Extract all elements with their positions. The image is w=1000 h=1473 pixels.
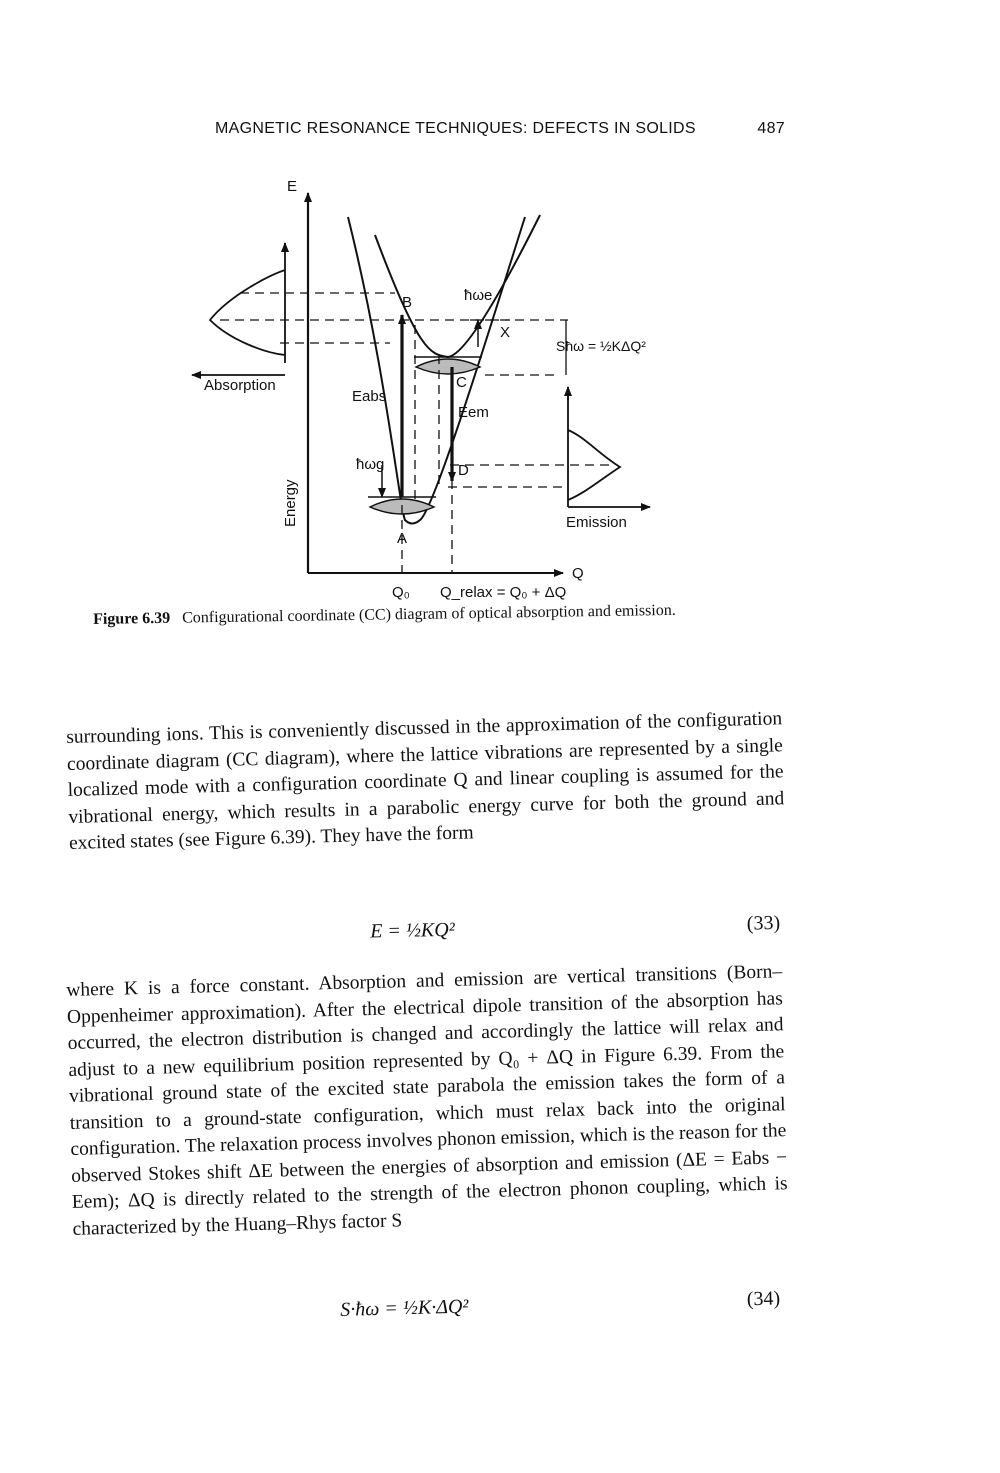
page-number: 487 [757,120,785,137]
running-title: MAGNETIC RESONANCE TECHNIQUES: DEFECTS IN SOLIDS [215,120,696,137]
label-Eem: Eem [458,404,489,421]
equation-33-expression: E = ½KQ² [369,918,455,943]
label-energy: Energy [282,479,299,527]
caption-label: Figure 6.39 [93,609,171,628]
equation-33 [300,911,781,943]
cc-diagram [180,175,680,605]
label-shw: Sħω = ½KΔQ² [556,338,646,354]
equation-33-number: (33) [746,911,781,935]
label-Eabs: Eabs [352,388,387,405]
label-hwe: ħωe [464,287,493,304]
label-Q: Q [572,565,584,582]
label-C: C [456,374,467,391]
excited-state-parabola [375,215,540,357]
label-emission: Emission [566,514,627,531]
label-A: A [397,530,408,547]
equation-34-expression: S·ħω = ½K·ΔQ² [339,1295,469,1321]
label-hwg: ħωg [356,456,385,473]
label-Qrelax: Q_relax = Q₀ + ΔQ [440,584,567,601]
label-Q0: Q₀ [392,584,410,601]
label-X: X [500,324,511,341]
emission-band [568,395,620,507]
label-B: B [402,294,413,311]
caption-text: Configurational coordinate (CC) diagram of optical absorption and emission. [182,601,676,627]
label-E: E [287,178,298,195]
equation-34 [300,1287,781,1321]
label-absorption: Absorption [204,377,276,394]
label-D: D [458,462,469,479]
running-header [215,120,785,138]
paragraph-1: surrounding ions. This is conveniently discussed in the approximation of the configuration coordinate diagram (CC diagram), where the lattice vibrations are represented by a single localized mode with a configuration coordinate Q and linear coupling is assumed for the vibrational energy, which results in a parabolic energy curve for both the ground and excited states (see Figure 6.39). They have the form [66,708,785,854]
absorption-band [210,247,285,363]
paragraph-2: where K is a force constant. Absorption and emission are vertical transitions (Born–Oppenheimer approximation). After the electrical dipole transition of the absorption has occurred, the electron distribution is changed and accordingly the lattice will relax and adjust to a new equilibrium position represented by Q₀ + ΔQ in Figure 6.39. From the vibrational ground state of the excited state parabola the emission takes the form of a transition to a ground-state configuration, which must relax back into the original configuration. The relaxation process involves phonon emission, which is the reason for the observed Stokes shift ΔE between the energies of absorption and emission (ΔE = Eabs − Eem); ΔQ is directly related to the strength of the electron phonon coupling, which is characterized by the Huang–Rhys factor S [66,961,788,1240]
excited-level-hatch [416,359,480,374]
equation-34-number: (34) [746,1287,781,1311]
